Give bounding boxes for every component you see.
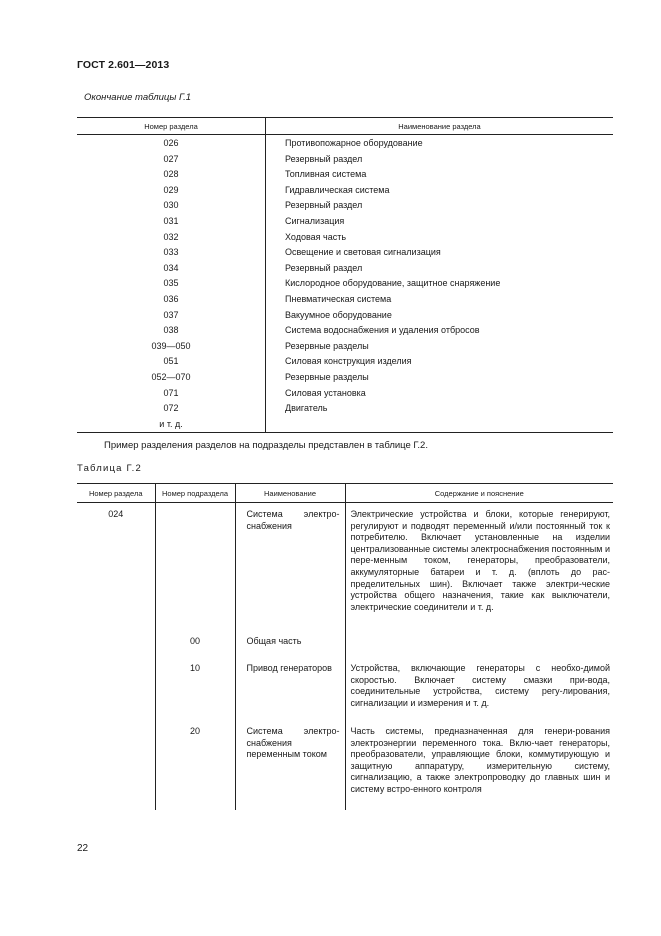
table-row	[77, 354, 613, 370]
subsection-name: Система электро-снабжения	[235, 503, 345, 630]
section-number: 034	[77, 261, 266, 277]
table-row	[77, 339, 613, 355]
table1-caption: Окончание таблицы Г.1	[84, 92, 192, 103]
section-number: 038	[77, 323, 266, 339]
table-row	[77, 214, 613, 230]
table-row	[77, 503, 613, 630]
table-row	[77, 183, 613, 199]
section-name: Двигатель	[285, 403, 328, 414]
section-name: Вакуумное оборудование	[285, 309, 392, 320]
section-name: Резервный раздел	[285, 262, 363, 273]
subsection-number: 00	[155, 629, 235, 656]
section-number	[77, 656, 155, 719]
section-name: Гидравлическая система	[285, 184, 390, 195]
section-name: Сигнализация	[285, 215, 345, 226]
section-name: Топливная система	[285, 169, 367, 180]
table1-header-row	[77, 118, 613, 135]
subsection-description: Электрические устройства и блоки, которые генерируют, регулируют и подводят переменный и/или постоянный ток к потребителю. Включает установленные на изделии централизованные системы электроснабжения постоянным и пере-менным током, генераторы, преобразователи, аккумуляторные батареи и т. д. (вплоть до рас-пределительных шин). Включает также электри-ческие устройства общего назначения, такие как выключатели, электрические соединители и т. д.	[350, 509, 610, 612]
section-number: 033	[77, 245, 266, 261]
table-row	[77, 167, 613, 183]
table-row	[77, 401, 613, 417]
section-number: 035	[77, 276, 266, 292]
section-number: 037	[77, 308, 266, 324]
section-number: и т. д.	[77, 417, 266, 433]
table-row	[77, 245, 613, 261]
sections-table	[77, 117, 613, 433]
section-number	[77, 629, 155, 656]
subsection-number: 20	[155, 719, 235, 810]
table-row	[77, 370, 613, 386]
section-name: Система водоснабжения и удаления отбросов	[285, 325, 480, 336]
subsection-description	[345, 629, 613, 656]
section-number: 026	[77, 135, 266, 152]
section-number: 030	[77, 198, 266, 214]
section-name: Ходовая часть	[285, 231, 347, 242]
section-number: 072	[77, 401, 266, 417]
table2-col-section: Номер раздела	[77, 484, 155, 503]
table-row	[77, 386, 613, 402]
table-row	[77, 417, 613, 433]
section-number: 027	[77, 152, 266, 168]
section-number: 052—070	[77, 370, 266, 386]
section-number: 029	[77, 183, 266, 199]
table-row	[77, 198, 613, 214]
subsection-name: Общая часть	[235, 629, 345, 656]
subsection-description: Часть системы, предназначенная для генери-рования электроэнергии переменного тока. Вклю-чает генераторы, преобразователи, управляющие блоки, коммутирующую и защитную аппаратуру, измерительную систему, сигнализацию, а также электропроводку до главных шин и систему встро-енного контроля	[350, 726, 610, 794]
table-row	[77, 152, 613, 168]
subsection-name: Система электро-снабжения переменным током	[235, 719, 345, 810]
table1-col-name: Наименование раздела	[266, 118, 614, 135]
section-number: 032	[77, 230, 266, 246]
table2-col-subsection: Номер подраздела	[155, 484, 235, 503]
document-header: ГОСТ 2.601—2013	[77, 59, 170, 71]
section-number: 051	[77, 354, 266, 370]
section-name: Силовая установка	[285, 387, 366, 398]
subsection-name: Привод генераторов	[235, 656, 345, 719]
subsection-number: 10	[155, 656, 235, 719]
section-name: Резервные разделы	[285, 340, 369, 351]
table-row	[77, 135, 613, 152]
section-number: 028	[77, 167, 266, 183]
table2-col-description: Содержание и пояснение	[345, 484, 613, 503]
subsection-description: Устройства, включающие генераторы с необхо-димой скоростью. Включает систему смазки при-вода, соединительные устройства, систему регу-лирования, сигнализации и измерения и т. д.	[350, 663, 610, 708]
table2-col-name: Наименование	[235, 484, 345, 503]
table-row	[77, 656, 613, 719]
table2-caption: Таблица Г.2	[77, 463, 142, 474]
subsection-number	[155, 503, 235, 630]
section-number: 071	[77, 386, 266, 402]
table-row	[77, 230, 613, 246]
table-row	[77, 261, 613, 277]
table-row	[77, 308, 613, 324]
table-row	[77, 719, 613, 810]
section-number: 024	[77, 503, 155, 630]
intro-paragraph: Пример разделения разделов на подразделы представлен в таблице Г.2.	[104, 440, 428, 451]
section-name: Пневматическая система	[285, 293, 392, 304]
table-row	[77, 323, 613, 339]
section-name: Силовая конструкция изделия	[285, 356, 412, 367]
section-name: Кислородное оборудование, защитное снаряжение	[285, 278, 501, 289]
section-name: Резервный раздел	[285, 153, 363, 164]
table2-header-row	[77, 484, 613, 503]
table-row	[77, 276, 613, 292]
table1-col-number: Номер раздела	[77, 118, 266, 135]
section-number: 031	[77, 214, 266, 230]
section-number: 036	[77, 292, 266, 308]
subsections-table	[77, 483, 613, 810]
section-name: Противопожарное оборудование	[285, 138, 423, 148]
section-name	[266, 417, 614, 433]
section-name: Освещение и световая сигнализация	[285, 247, 441, 258]
section-name: Резервный раздел	[285, 200, 363, 211]
section-number: 039—050	[77, 339, 266, 355]
table-row	[77, 292, 613, 308]
section-name: Резервные разделы	[285, 371, 369, 382]
table-row	[77, 629, 613, 656]
page-number: 22	[77, 843, 89, 854]
section-number	[77, 719, 155, 810]
